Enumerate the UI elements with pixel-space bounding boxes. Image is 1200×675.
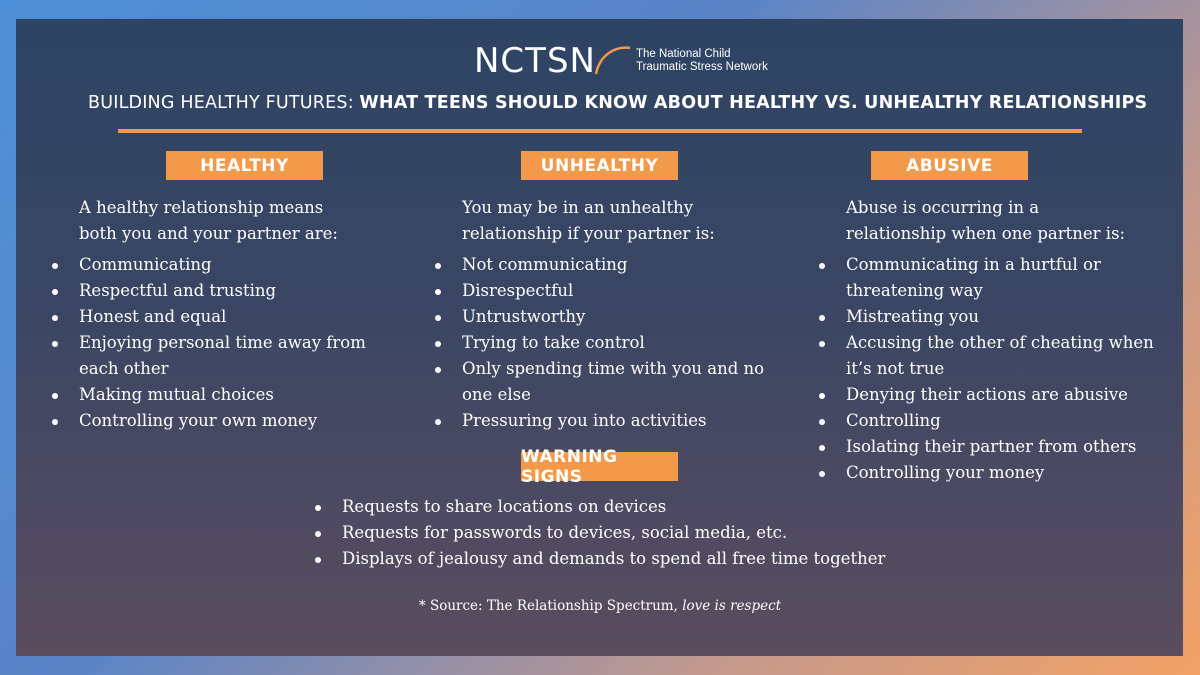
list-item: Controlling (812, 408, 1157, 434)
unhealthy-list (428, 252, 788, 434)
unhealthy-tag: UNHEALTHY (521, 151, 678, 180)
list-item: Displays of jealousy and demands to spend all free time together (308, 546, 948, 572)
healthy-intro-line1: A healthy relationship means (79, 198, 324, 217)
page-title (88, 93, 1147, 113)
unhealthy-intro-line1: You may be in an unhealthy (462, 198, 694, 217)
list-item: Not communicating (428, 252, 788, 278)
list-item: Denying their actions are abusive (812, 382, 1157, 408)
list-item: Isolating their partner from others (812, 434, 1157, 460)
logo-subtitle-line1: The National Child (635, 48, 731, 60)
list-item: Controlling your own money (45, 408, 385, 434)
healthy-tag: HEALTHY (166, 151, 323, 180)
healthy-column (45, 195, 385, 434)
abusive-column (812, 195, 1157, 486)
abusive-list (812, 252, 1157, 486)
list-item: Respectful and trusting (45, 278, 385, 304)
source-text: * Source: The Relationship Spectrum, (418, 598, 683, 614)
list-item: Pressuring you into activities (428, 408, 788, 434)
warning-signs-list (308, 494, 948, 572)
list-item: Accusing the other of cheating when it’s not true (812, 330, 1157, 382)
nctsn-logo (474, 41, 768, 81)
title-divider (118, 129, 1082, 133)
unhealthy-column (428, 195, 788, 434)
source-emphasis: love is respect (682, 598, 782, 614)
abusive-tag: ABUSIVE (871, 151, 1028, 180)
logo-subtitle (636, 48, 768, 74)
logo-subtitle-line2: Traumatic Stress Network (635, 61, 768, 73)
list-item: Controlling your money (812, 460, 1157, 486)
list-item: Honest and equal (45, 304, 385, 330)
healthy-intro-line2: both you and your partner are: (79, 224, 338, 243)
source-citation (0, 598, 1200, 614)
logo-arc-icon (592, 44, 632, 78)
list-item: Communicating in a hurtful or threatening way (812, 252, 1157, 304)
list-item: Requests for passwords to devices, social media, etc. (308, 520, 948, 546)
logo-wordmark: NCTSN (474, 41, 596, 81)
warning-signs-column (308, 494, 948, 572)
list-item: Untrustworthy (428, 304, 788, 330)
healthy-list (45, 252, 385, 434)
list-item: Communicating (45, 252, 385, 278)
unhealthy-intro-line2: relationship if your partner is: (462, 224, 715, 243)
list-item: Mistreating you (812, 304, 1157, 330)
list-item: Requests to share locations on devices (308, 494, 948, 520)
list-item: Making mutual choices (45, 382, 385, 408)
abusive-intro-line2: relationship when one partner is: (846, 224, 1126, 243)
title-prefix: BUILDING HEALTHY FUTURES: (88, 93, 354, 113)
list-item: Trying to take control (428, 330, 788, 356)
list-item: Enjoying personal time away from each other (45, 330, 385, 382)
list-item: Disrespectful (428, 278, 788, 304)
abusive-intro-line1: Abuse is occurring in a (846, 198, 1040, 217)
warning-signs-tag: WARNING SIGNS (521, 452, 678, 481)
title-main: WHAT TEENS SHOULD KNOW ABOUT HEALTHY VS. UNHEALTHY RELATIONSHIPS (359, 93, 1148, 113)
list-item: Only spending time with you and no one else (428, 356, 788, 408)
